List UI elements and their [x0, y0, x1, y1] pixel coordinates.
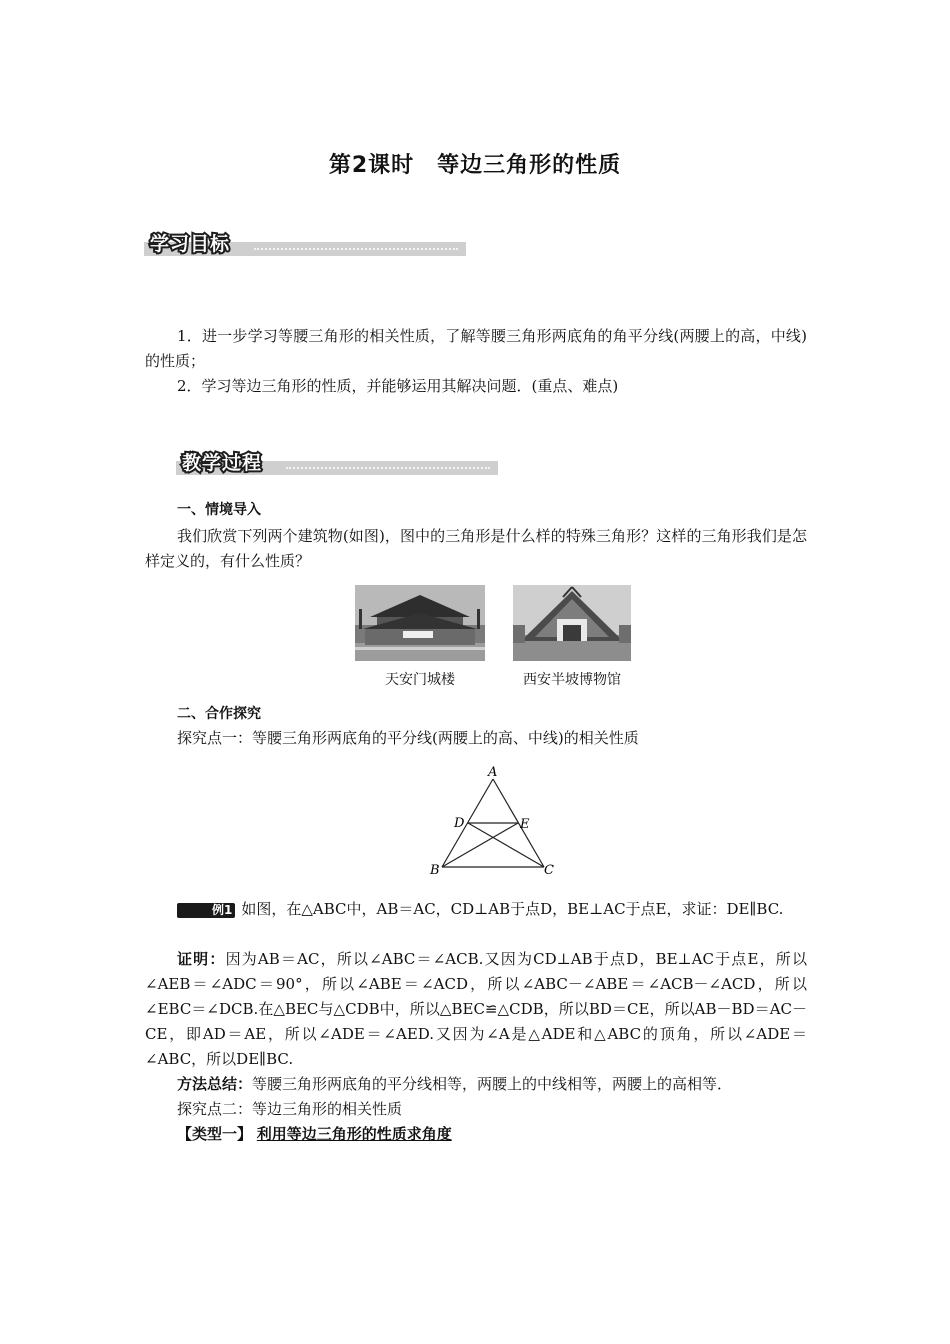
goal-2: 2．学习等边三角形的性质，并能够运用其解决问题．(重点、难点) — [177, 377, 619, 395]
proof-text: 因为AB＝AC，所以∠ABC＝∠ACB.又因为CD⊥AB于点D，BE⊥AC于点E，所以∠AEB＝∠ADC＝90°，所以∠ABE＝∠ACD，所以∠ABC－∠ABE＝∠ACB－∠ACD，所以∠EBC＝∠DCB.在△BEC与△CDB中，所以△BEC≌△CDB，所以BD＝CE，所以AB－BD＝AC－CE，即AD＝AE，所以∠ADE＝∠AED.又因为∠A是△ADE和△ABC的顶角，所以∠ADE＝∠ABC，所以DE∥BC. — [145, 950, 807, 1068]
example-text: 如图，在△ABC中，AB＝AC，CD⊥AB于点D，BE⊥AC于点E，求证：DE∥BC. — [241, 900, 784, 918]
label-c: C — [544, 863, 554, 878]
intro-text: 我们欣赏下列两个建筑物(如图)，图中的三角形是什么样的特殊三角形？这样的三角形我们是怎样定义的，有什么性质？ — [145, 527, 807, 570]
label-b: B — [430, 863, 440, 878]
summary-text: 等腰三角形两底角的平分线相等，两腰上的中线相等，两腰上的高相等． — [252, 1075, 733, 1093]
method-summary — [145, 1072, 807, 1097]
type-one — [145, 1122, 807, 1147]
intro-heading: 一、情境导入 — [177, 502, 261, 518]
proof-label: 证明： — [177, 950, 226, 968]
explore-point1: 探究点一：等腰三角形两底角的平分线(两腰上的高、中线)的相关性质 — [177, 729, 639, 747]
label-a: A — [488, 765, 498, 780]
explore-heading: 二、合作探究 — [177, 706, 261, 722]
type1-text: 利用等边三角形的性质求角度 — [256, 1125, 452, 1143]
summary-label: 方法总结： — [177, 1075, 253, 1093]
example-1 — [145, 897, 807, 922]
type1-label: 【类型一】 — [177, 1125, 253, 1143]
photo-tiananmen — [355, 585, 485, 661]
section-tag-goals: 学习目标 — [150, 233, 231, 255]
triangle-figure — [424, 765, 564, 880]
example-badge: 例1 — [177, 903, 235, 918]
page-title: 第2课时 等边三角形的性质 — [328, 153, 622, 178]
section-tag-process: 教学过程 — [182, 452, 263, 474]
photo-banpo-museum — [513, 585, 631, 661]
photo2-caption: 西安半坡博物馆 — [523, 672, 621, 688]
goal-1: 1．进一步学习等腰三角形的相关性质，了解等腰三角形两底角的角平分线(两腰上的高，中线)的性质； — [145, 327, 807, 370]
photo1-caption: 天安门城楼 — [385, 672, 455, 688]
label-d: D — [454, 816, 465, 831]
proof — [145, 947, 807, 1072]
label-e: E — [520, 817, 530, 832]
explore-point2: 探究点二：等边三角形的相关性质 — [177, 1100, 403, 1118]
